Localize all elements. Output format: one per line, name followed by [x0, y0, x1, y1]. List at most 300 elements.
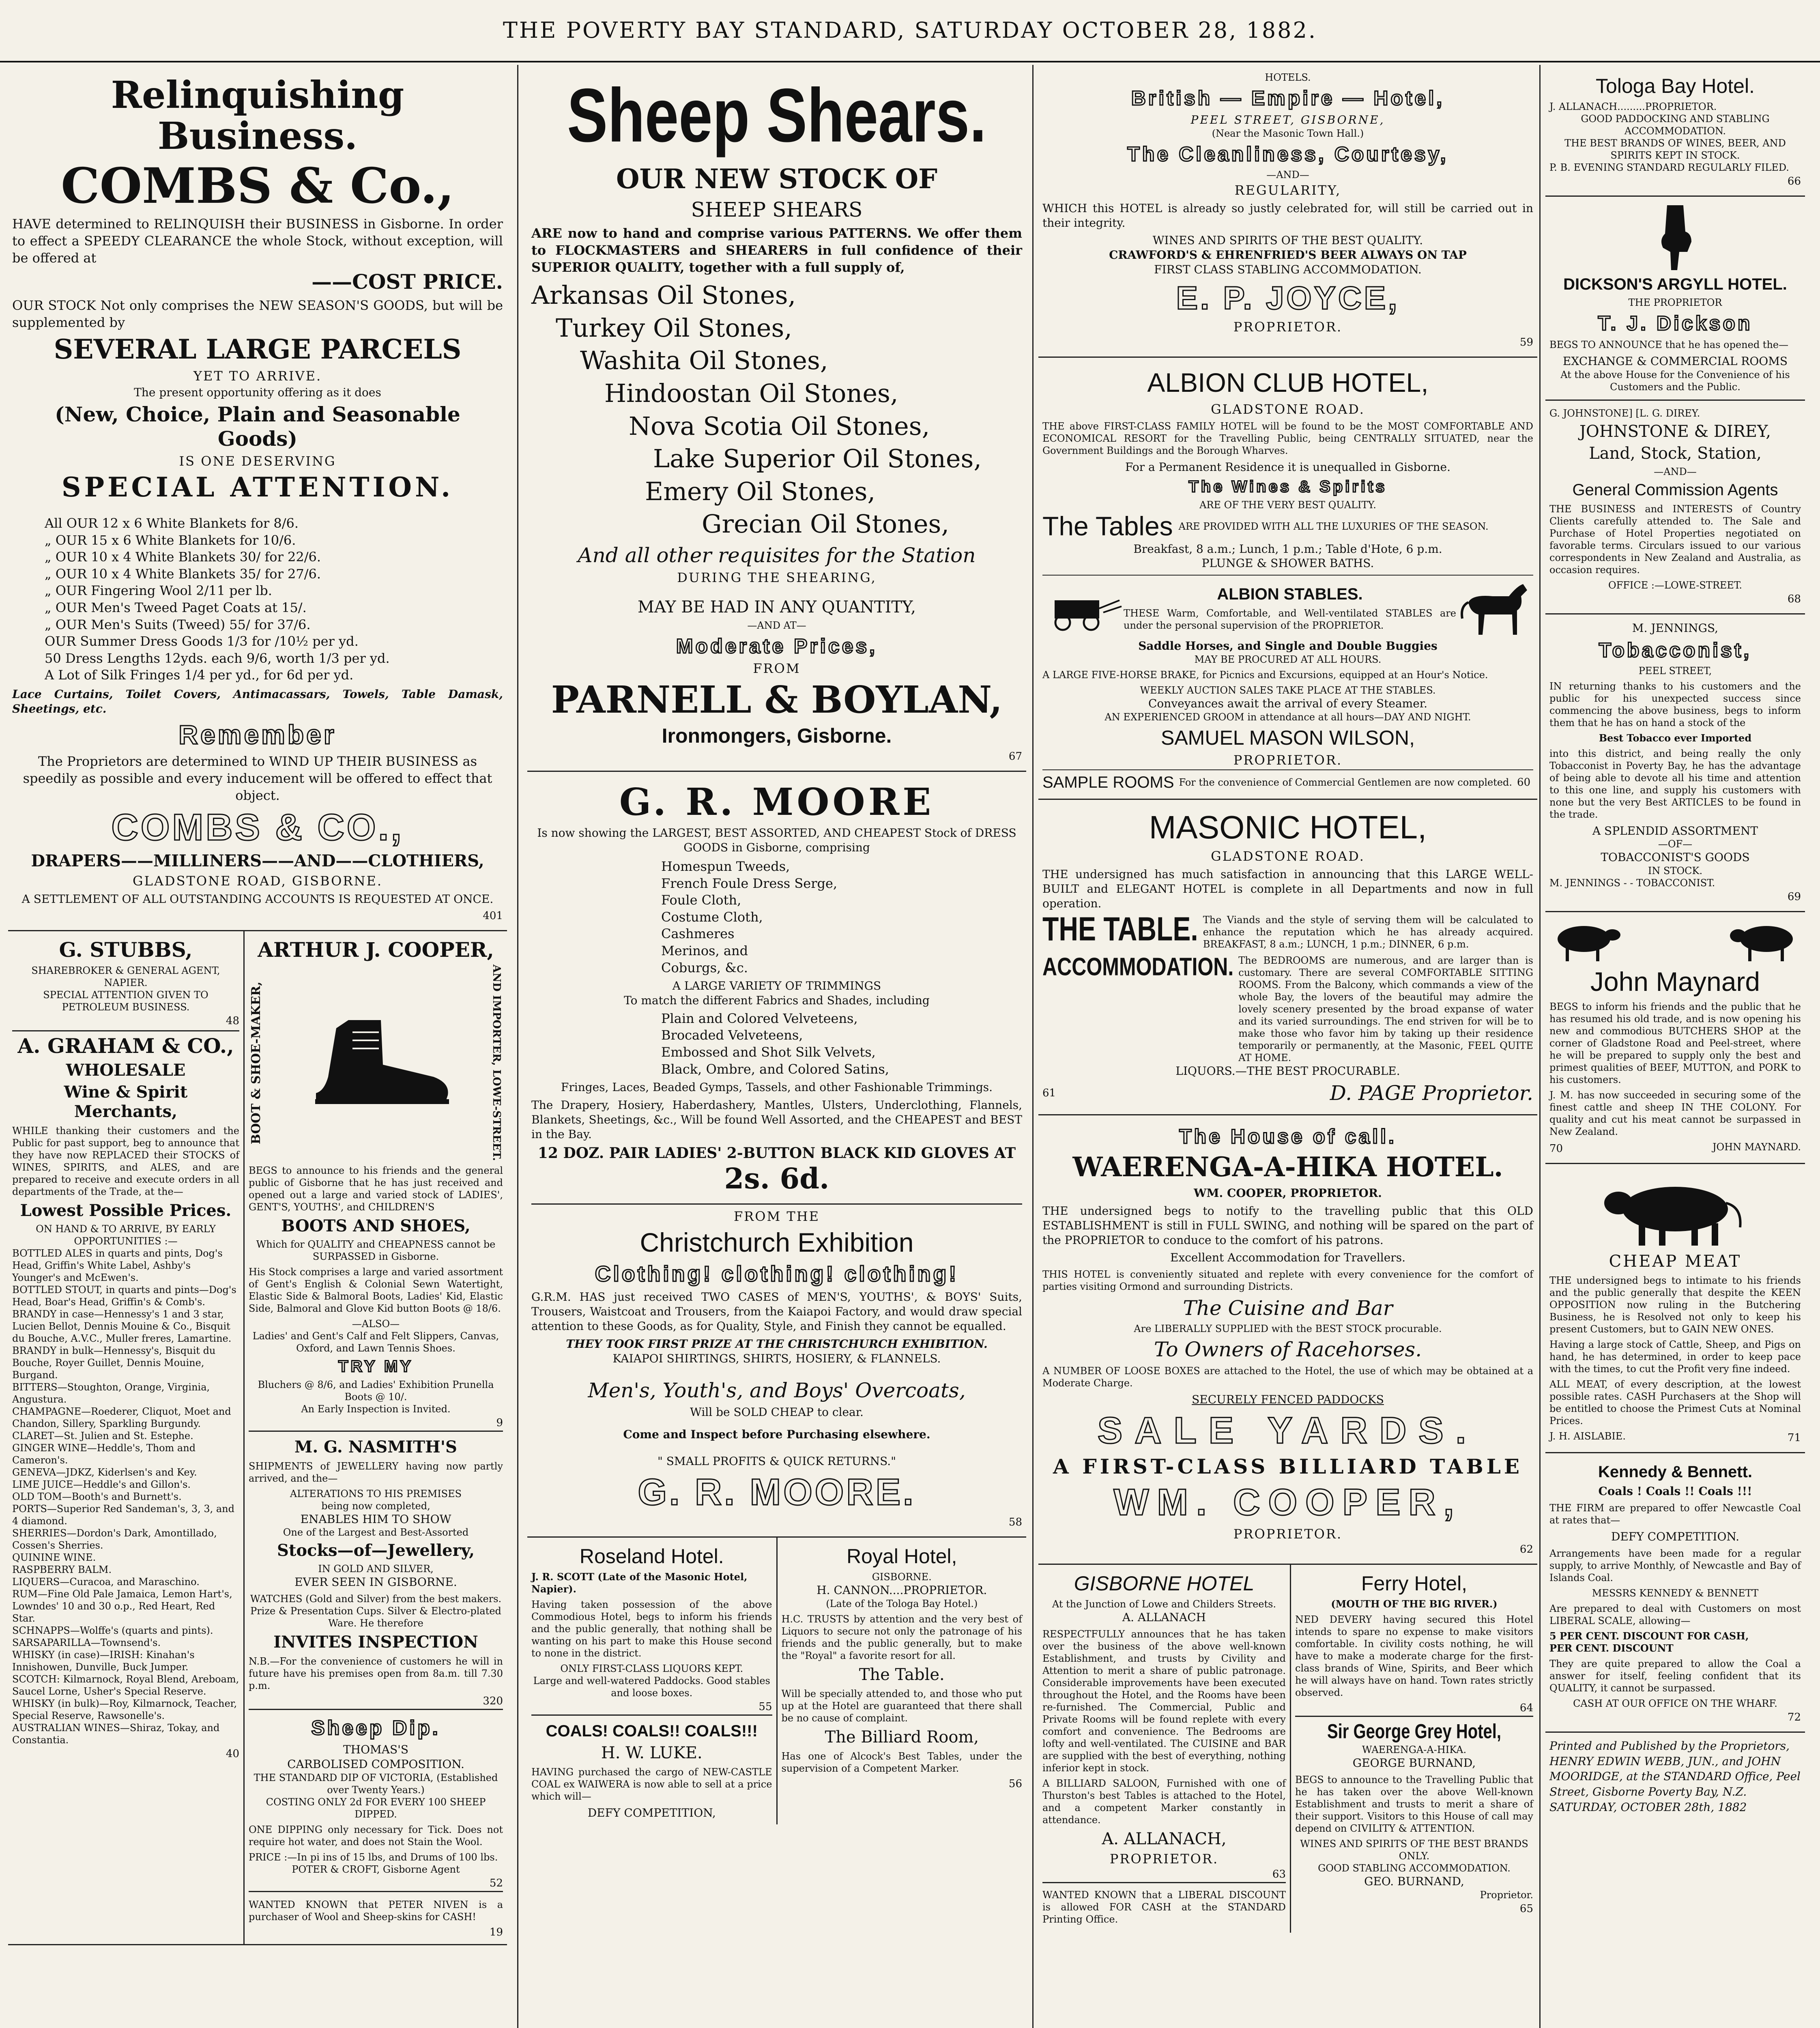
waerenga-owners: To Owners of Racehorses. [1154, 1338, 1422, 1362]
cooper-felt: Ladies' and Gent's Calf and Felt Slippers, Canvas, Oxford, and Lawn Tennis Shoes. [252, 1330, 499, 1354]
johnstone-text: THE BUSINESS and INTERESTS of Country Clients carefully attended to. The Sale and Purchase of Hotel Properties negotiated on favorable terms. Circulars issued to our various correspondents in New Zealand and Australia, as occasion requires. [1549, 503, 1801, 576]
waerenga-ad [1038, 1115, 1537, 1565]
shears-ad [527, 65, 1026, 772]
waerenga-conv: THIS HOTEL is conveniently situated and replete with every convenience for the comfort of parties visiting Ormond and surrounding Districts. [1042, 1269, 1533, 1293]
combs-item: OUR Summer Dress Goods 1/3 for /10½ per yd. [45, 634, 359, 649]
maynard-ad [1545, 912, 1805, 1164]
kennedy-office: CASH AT OUR OFFICE ON THE WHARF. [1573, 1697, 1777, 1709]
shears-requisites: And all other requisites for the Station [578, 543, 976, 567]
ad-number: 59 [1519, 336, 1533, 348]
nasmith-nb: N.B.—For the convenience of customers he will in future have his premises open from 8a.m. till 7.30 p.m. [249, 1656, 503, 1692]
waerenga-call: The House of call. [1179, 1125, 1397, 1148]
waerenga-prop2: WM. COOPER, [1113, 1482, 1462, 1523]
combs-item: A Lot of Silk Fringes 1/4 per yd., for 6d per yd. [45, 667, 354, 683]
column-4 [1545, 65, 1805, 2028]
royal-late: (Late of the Tologa Bay Hotel.) [826, 1598, 978, 1610]
graham-item: CLARET—St. Julien and St. Estephe. [12, 1430, 193, 1442]
column-3 [1038, 65, 1537, 2028]
moore-gloves-line [531, 1145, 1022, 1195]
combs-item: „ OUR 10 x 4 White Blankets 30/ for 22/6. [45, 549, 321, 565]
british-near: (Near the Masonic Town Hall.) [1212, 127, 1364, 139]
graham-item: BRANDY in bulk—Hennessy's, Bisquit du Bouche, Royer Guillet, Dennis Mouine, Burgand. [12, 1345, 216, 1381]
combs-deserving: IS ONE DESERVING [179, 453, 336, 469]
johnstone-and: —AND— [1654, 466, 1697, 477]
graham-item: LIQUERS—Curacoa, and Maraschino. [12, 1576, 200, 1588]
moore-title: G. R. MOORE [619, 780, 935, 824]
waerenga-boxes: A NUMBER OF LOOSE BOXES are attached to the Hotel, the use of which may be obtained at a Moderate Charge. [1042, 1365, 1533, 1389]
dress-good: Coburgs, &c. [661, 960, 748, 975]
combs-parcels: SEVERAL LARGE PARCELS [54, 333, 462, 365]
gisborne-saloon: A BILLIARD SALOON, Furnished with one of Thurston's best Tables is attached to the Hotel, and a competent Marker constantly in attendance. [1042, 1778, 1286, 1826]
column-1 [8, 65, 507, 2028]
graham-trade: Wine & Spirit Merchants, [64, 1083, 188, 1121]
grey-wines: WINES AND SPIRITS OF THE BEST BRANDS ONLY. [1300, 1838, 1528, 1862]
ad-number: 69 [1787, 891, 1801, 903]
waerenga-text: THE undersigned begs to notify to the travelling public that this OLD ESTABLISHMENT is still in FULL SWING, and nothing will be spared on the part of the PROPRIETOR to conduce to the comfort of his patrons. [1042, 1204, 1533, 1247]
ad-number: 64 [1519, 1702, 1533, 1714]
albion-propl: PROPRIETOR. [1233, 752, 1343, 768]
gisborne-at: At the Junction of Lowe and Childers Streets. [1052, 1598, 1276, 1610]
graham-item: BOTTLED ALES in quarts and pints, Dog's Head, Griffin's White Label, Ashby's Younger's and McEwen's. [12, 1248, 223, 1284]
kennedy-text: THE FIRM are prepared to offer Newcastle Coal at rates that— [1549, 1502, 1801, 1526]
dress-good: Merinos, and [661, 943, 748, 958]
british-prop: E. P. JOYCE, [1176, 279, 1400, 316]
moore-cheap: Will be SOLD CHEAP to clear. [690, 1405, 864, 1419]
sheepdip-costing: COSTING ONLY 2d FOR EVERY 100 SHEEP DIPPED. [266, 1796, 486, 1820]
sheepdip-title: Sheep Dip. [311, 1716, 440, 1740]
moore-clothing: Clothing! clothing! clothing! [595, 1262, 959, 1287]
ad-number: 19 [489, 1926, 503, 1938]
shears-intro: ARE now to hand and comprise various PATTERNS. We offer them to FLOCKMASTERS and SHEARERS in full confidence of their SUPERIOR QUALITY, together with a full supply of, [531, 226, 1022, 275]
ferry-title: Ferry Hotel, [1361, 1572, 1468, 1595]
kennedy-defy: DEFY COMPETITION. [1611, 1530, 1740, 1544]
maynard-text: BEGS to inform his friends and the public that he has resumed his old trade, and is now opening his new and commodious BUTCHERS SHOP at the corner of Gladstone Road and Peel-street, where he will be prepared to supply only the best and primest qualities of BEEF, MUTTON, and PORK to his customers. [1549, 1001, 1801, 1086]
british-hotels: HOTELS. [1265, 72, 1311, 83]
british-and: —AND— [1266, 169, 1309, 180]
gisborne-name: A. ALLANACH [1122, 1611, 1206, 1624]
ad-number: 52 [489, 1877, 503, 1889]
cooper-also: —ALSO— [352, 1318, 400, 1330]
combs-item: All OUR 12 x 6 White Blankets for 8/6. [45, 515, 299, 531]
moore-ad [527, 772, 1026, 1538]
roseland-title: Roseland Hotel. [579, 1545, 724, 1568]
graham-item: PORTS—Superior Red Sandeman's, 3, 3, and 4 diamond. [12, 1503, 235, 1527]
gisborne-title: GISBORNE HOTEL [1074, 1572, 1255, 1595]
pointing-hand-icon [1651, 203, 1700, 272]
nasmith-invites: INVITES INSPECTION [273, 1633, 478, 1652]
royal-ad [782, 1544, 1023, 1790]
combs-arrive: YET TO ARRIVE. [193, 368, 322, 384]
gisborne-prop: A. ALLANACH, [1102, 1830, 1227, 1849]
combs-top: Relinquishing Business. [111, 73, 404, 158]
maynard-title: John Maynard [1590, 967, 1760, 997]
combs-item: „ OUR Men's Suits (Tweed) 55/ for 37/6. [45, 617, 311, 632]
jennings-ad [1545, 614, 1805, 912]
waerenga-supplied: Are LIBERALLY SUPPLIED with the BEST STOCK procurable. [1134, 1323, 1442, 1335]
cheapmeat-title: CHEAP MEAT [1609, 1252, 1742, 1271]
cooper-stock: His Stock comprises a large and varied assortment of Gent's English & Colonial Sewn Watertight, Elastic Side & Balmoral Boots, Ladies' Kid, Elastic Side, Balmoral and Glove Kid button Boots @ 18/6. [249, 1266, 503, 1314]
combs-remember: Remember [178, 719, 337, 750]
albion-ad [1038, 358, 1537, 800]
wanted-text: WANTED KNOWN that a LIBERAL DISCOUNT is allowed FOR CASH at the STANDARD Printing Office. [1042, 1889, 1286, 1925]
moore-from: FROM THE [531, 1203, 1022, 1224]
moore-come: Come and Inspect before Purchasing elsewhere. [623, 1428, 930, 1442]
wanted-ad [249, 1891, 503, 1938]
ferry-mouth: (MOUTH OF THE BIG RIVER.) [1331, 1598, 1498, 1610]
maynard-sig: JOHN MAYNARD. [1712, 1141, 1801, 1153]
tologa-title: Tologa Bay Hotel. [1596, 75, 1755, 97]
ferry-ad [1295, 1571, 1533, 1714]
moore-name2: G. R. MOORE. [638, 1472, 916, 1513]
graham-item: GINGER WINE—Heddle's, Thom and Cameron's. [12, 1442, 196, 1466]
moore-fringes: Fringes, Laces, Beaded Gymps, Tassels, and other Fashionable Trimmings. [561, 1081, 993, 1094]
grey-text: BEGS to announce to the Travelling Public that he has taken over the above Well-known Establishment and trusts to merit a share of their support. Visitors to this House of call may depend on CIVILITY & ATTENTION. [1295, 1774, 1533, 1835]
jennings-goods: TOBACCONIST'S GOODS [1601, 851, 1750, 864]
nasmith-ever: EVER SEEN IN GISBORNE. [294, 1575, 457, 1589]
johnstone-ad [1545, 401, 1805, 614]
dress-good: French Foule Dress Serge, [661, 875, 838, 891]
shears-firm: PARNELL & BOYLAN, [551, 677, 1003, 722]
oil-stone: Lake Superior Oil Stones, [653, 444, 982, 474]
coals-defy: DEFY COMPETITION, [587, 1806, 716, 1820]
moore-price: 2s. 6d. [724, 1162, 829, 1196]
velvet-item: Embossed and Shot Silk Velvets, [661, 1044, 876, 1060]
albion-tables: The Tables [1042, 511, 1173, 541]
masonic-ad [1038, 800, 1537, 1115]
tologa-filed: P. B. EVENING STANDARD REGULARLY FILED. [1549, 162, 1789, 173]
cooper-bluchers: Bluchers @ 8/6, and Ladies' Exhibition Prunella Boots @ 10/. [258, 1379, 494, 1403]
albion-procured: MAY BE PROCURED AT ALL HOURS. [1194, 654, 1382, 666]
nasmith-gold: IN GOLD AND SILVER, [318, 1563, 434, 1575]
nasmith-watches: WATCHES (Gold and Silver) from the best makers. Prize & Presentation Cups. Silver & Electro-plated Ware. He therefore [250, 1593, 502, 1629]
nasmith-name: M. G. NASMITH'S [294, 1437, 457, 1457]
royal-hc: H.C. TRUSTS by attention and the very best of Liquors to secure not only the patronage of his friends and the public generally, but to make the "Royal" a favorite resort for all. [781, 1613, 1022, 1662]
jennings-stock: IN STOCK. [1648, 865, 1703, 877]
ad-number: 68 [1787, 593, 1801, 605]
wanted-ad [1042, 1882, 1286, 1925]
ad-number: 63 [1272, 1868, 1286, 1881]
combs-intro: HAVE determined to RELINQUISH their BUSINESS in Gisborne. In order to effect a SPEEDY CLEARANCE the whole Stock, without exception, will be offered at [12, 216, 503, 266]
waerenga-prop: WM. COOPER, PROPRIETOR. [1194, 1186, 1382, 1200]
albion-title: ALBION CLUB HOTEL, [1147, 367, 1429, 397]
kennedy-disc1: 5 PER CENT. DISCOUNT FOR CASH, [1549, 1630, 1749, 1642]
ad-number: 61 [1042, 1087, 1056, 1100]
grey-stabling: GOOD STABLING ACCOMMODATION. [1318, 1863, 1511, 1874]
cheapmeat-sig: J. H. AISLABIE. [1549, 1431, 1626, 1442]
kennedy-ad [1545, 1453, 1805, 1733]
british-ad [1038, 65, 1537, 358]
royal-title: Royal Hotel, [847, 1545, 957, 1568]
albion-saddle: Saddle Horses, and Single and Double Buggies [1138, 639, 1438, 653]
jennings-street: PEEL STREET, [1638, 665, 1712, 677]
horse-icon [1456, 578, 1533, 639]
nasmith-stocks: Stocks—of—Jewellery, [277, 1541, 475, 1560]
shears-stock: OUR NEW STOCK OF [616, 163, 938, 195]
combs-item: „ OUR Fingering Wool 2/11 per lb. [45, 583, 272, 599]
ad-number: 66 [1787, 175, 1801, 187]
grey-name: GEORGE BURNAND, [1352, 1756, 1476, 1770]
waerenga-cuisine: The Cuisine and Bar [1183, 1296, 1393, 1320]
moore-grm: G.R.M. HAS just received TWO CASES of MEN'S, YOUTHS', & BOYS' Suits, Trousers, Waistcoat and Trousers, from the Kaiapoi Factory, and would draw special attention to these Goods, as for Quality, Style, and Finish they cannot be equalled. [531, 1290, 1022, 1333]
moore-variety: A LARGE VARIETY OF TRIMMINGS [672, 979, 881, 993]
ad-number: 70 [1549, 1143, 1563, 1155]
bull-icon [1728, 919, 1801, 963]
graham-name: A. GRAHAM & CO., [17, 1034, 234, 1058]
jennings-sig: M. JENNINGS - - TOBACCONIST. [1549, 877, 1715, 889]
british-wines: WINES AND SPIRITS OF THE BEST QUALITY. [1152, 234, 1423, 247]
combs-item: „ OUR 15 x 6 White Blankets for 10/6. [45, 532, 296, 548]
grey-prop: GEO. BURNAND, [1364, 1875, 1464, 1888]
oil-stone: Washita Oil Stones, [580, 346, 828, 376]
waerenga-billiard: A FIRST-CLASS BILLIARD TABLE [1053, 1454, 1523, 1479]
albion-stables: ALBION STABLES. [1217, 585, 1363, 604]
graham-item: GENEVA—JDKZ, Kiderlsen's and Key. [12, 1467, 197, 1478]
albion-sample: SAMPLE ROOMS [1042, 773, 1174, 791]
combs-stock: OUR STOCK Not only comprises the NEW SEASON'S GOODS, but will be supplemented by [12, 298, 503, 330]
graham-item: SHERRIES—Dordon's Dark, Amontillado, Cossen's Sherries. [12, 1527, 217, 1551]
maynard-text2: J. M. has now succeeded in securing some of the finest cattle and sheep IN THE COLONY. For quality and cut his meat cannot be surpassed in New Zealand. [1549, 1089, 1801, 1138]
british-propl: PROPRIETOR. [1233, 319, 1343, 335]
royal-tabletext: Will be specially attended to, and those who put up at the Hotel are guaranteed that there shall be no cause of complaint. [781, 1688, 1022, 1724]
combs-present: The present opportunity offering as it does [134, 386, 381, 400]
combs-cost: ——COST PRICE. [312, 270, 503, 294]
kennedy-title: Kennedy & Bennett. [1598, 1463, 1753, 1481]
combs-addr: GLADSTONE ROAD, GISBORNE. [133, 873, 382, 889]
graham-item: RASPBERRY BALM. [12, 1564, 112, 1576]
albion-brake: A LARGE FIVE-HORSE BRAKE, for Picnics and Excursions, equipped at an Hour's Notice. [1042, 669, 1488, 681]
shears-iron: Ironmongers, Gisborne. [662, 724, 892, 748]
dickson-name: T. J. Dickson [1598, 312, 1753, 335]
sheepdip-thomas: THOMAS'S [343, 1743, 408, 1757]
cooper-ad [249, 938, 503, 1429]
johnstone-firm: JOHNSTONE & DIREY, [1579, 422, 1771, 441]
dress-good: Cashmeres [661, 926, 735, 942]
moore-drapery: The Drapery, Hosiery, Haberdashery, Mantles, Ulsters, Underclothing, Flannels, Blankets, Sheetings, &c., Will be found Well Assorted, and the CHEAPEST and BEST in the Bay. [531, 1098, 1022, 1141]
roseland-text: Having taken possession of the above Commodious Hotel, begs to inform his friends and the public generally, that nothing shall be wanting on his part to make this House second to none in the district. [531, 1599, 772, 1659]
combs-goods: (New, Choice, Plain and Seasonable Goods) [55, 402, 460, 451]
grey-propl: Proprietor. [1480, 1889, 1533, 1901]
ad-number: 62 [1519, 1543, 1533, 1556]
british-reg: REGULARITY, [1234, 182, 1341, 198]
combs-item: „ OUR Men's Tweed Paget Coats at 15/. [45, 599, 307, 615]
ad-number: 48 [226, 1015, 239, 1027]
column-rule [517, 65, 518, 2028]
cheapmeat-ad [1545, 1164, 1805, 1453]
combs-settle: A SETTLEMENT OF ALL OUTSTANDING ACCOUNTS IS REQUESTED AT ONCE. [21, 892, 494, 906]
graham-item: CHAMPAGNE—Roederer, Cliquot, Moet and Chandon, Sillery, Sparkling Burgundy. [12, 1406, 231, 1430]
albion-meals: Breakfast, 8 a.m.; Lunch, 1 p.m.; Table d'Hote, 6 p.m. [1133, 542, 1442, 556]
dress-good: Costume Cloth, [661, 909, 763, 925]
combs-name: COMBS & Co., [61, 157, 454, 215]
wanted-text: WANTED KNOWN that PETER NIVEN is a purchaser of Wool and Sheep-skins for CASH! [249, 1899, 503, 1923]
masonic-text: THE undersigned has much satisfaction in announcing that this LARGE WELL-BUILT and ELEGANT HOTEL is complete in all Departments and now in full operation. [1042, 867, 1533, 910]
dress-good: Foule Cloth, [661, 892, 741, 908]
jennings-best: Best Tobacco ever Imported [1599, 732, 1752, 744]
coals-name: H. W. LUKE. [601, 1744, 703, 1763]
stubbs-ad [12, 938, 239, 1027]
sheepdip-carb: CARBOLISED COMPOSITION. [287, 1757, 464, 1771]
velvet-item: Plain and Colored Velveteens, [661, 1010, 858, 1026]
roseland-paddocks: Large and well-watered Paddocks. Good stables and loose boxes. [533, 1675, 770, 1699]
graham-intro: WHILE thanking their customers and the Public for past support, beg to announce that they have now REPLACED their STOCKS of WINES, SPIRITS, and ALES, and are prepared to receive and execute orders in all departments of the Trade, at the— [12, 1125, 239, 1198]
graham-ad [12, 1030, 239, 1760]
ferry-text: NED DEVERY having secured this Hotel intends to spare no expense to make visitors comfortable. In civility costs nothing, he will have to make a moderate charge for the first-class brands of Wine, Spirits, and Beer which he will always have on hand. Town rates strictly observed. [1295, 1614, 1533, 1699]
royal-billiard: The Billiard Room, [825, 1728, 979, 1747]
ad-number: 56 [1008, 1778, 1022, 1790]
sheepdip-std: THE STANDARD DIP OF VICTORIA, (Established over Twenty Years.) [254, 1772, 498, 1796]
cooper-side1: BOOT & SHOE-MAKER, [249, 981, 263, 1145]
column-2 [527, 65, 1026, 2028]
shears-quantity: MAY BE HAD IN ANY QUANTITY, [637, 597, 916, 617]
graham-item: OLD TOM—Booth's and Burnett's. [12, 1491, 182, 1503]
imprint [1545, 1733, 1805, 1821]
cooper-intro: BEGS to announce to his friends and the general public of Gisborne that he has just received and opened out a large and varied stock of LADIES', GENT'S, YOUTHS', and CHILDREN'S [249, 1164, 503, 1213]
shears-title: Sheep Shears. [567, 72, 986, 158]
ad-number: 320 [483, 1695, 503, 1708]
moore-match: To match the different Fabrics and Shades, including [624, 993, 930, 1007]
nasmith-intro: SHIPMENTS of JEWELLERY having now partly arrived, and the— [249, 1460, 503, 1484]
moore-intro: Is now showing the LARGEST, BEST ASSORTED, AND CHEAPEST Stock of DRESS GOODS in Gisborne, comprising [537, 826, 1016, 855]
masonic-title: MASONIC HOTEL, [1149, 809, 1427, 845]
waerenga-fenced: SECURELY FENCED PADDOCKS [1192, 1393, 1384, 1407]
sheep-icon [1549, 919, 1622, 963]
grey-ad [1295, 1716, 1533, 1915]
ad-number: 72 [1787, 1711, 1801, 1723]
shears-from: FROM [753, 660, 801, 676]
graham-item: QUININE WINE. [12, 1552, 96, 1564]
moore-kaiapoi: KAIAPOI SHIRTINGS, SHIRTS, HOSIERY, & FLANNELS. [612, 1351, 941, 1365]
jennings-splendid: A SPLENDID ASSORTMENT [1592, 824, 1758, 838]
graham-item: SARSAPARILLA—Townsend's. [12, 1637, 161, 1649]
kennedy-text3: Are prepared to deal with Customers on most LIBERAL SCALE, allowing— [1549, 1603, 1801, 1626]
british-beer: CRAWFORD'S & EHRENFRIED'S BEER ALWAYS ON TAP [1109, 248, 1467, 262]
stubbs-role: SHAREBROKER & GENERAL AGENT, NAPIER. [31, 965, 220, 989]
kennedy-disc2: PER CENT. DISCOUNT [1549, 1642, 1674, 1654]
tologa-brands: THE BEST BRANDS OF WINES, BEER, AND SPIRITS KEPT IN STOCK. [1564, 137, 1786, 161]
combs-name2: COMBS & CO., [111, 807, 404, 849]
dickson-ad [1545, 197, 1805, 401]
masonic-accomtext: The BEDROOMS are numerous, and are larger than is customary. There are several COMFORTABLE SITTING ROOMS. From the Balcony, which commands a view of the whole Bay, the lovers of the beautiful may admire the lovely scenery presented by the broad expanse of water and its varied surroundings. The end striven for will be to make those who favor him by taking up their residence temporarily or permanently, at the Masonic, FEEL QUITE AT HOME. [1238, 955, 1533, 1064]
nasmith-enables: ENABLES HIM TO SHOW [300, 1512, 451, 1526]
gisborne-propl: PROPRIETOR. [1109, 1851, 1219, 1867]
shears-shears: SHEEP SHEARS [691, 198, 863, 222]
combs-wind: The Proprietors are determined to WIND UP THEIR BUSINESS as speedily as possible and every inducement will be offered to effect that object. [23, 754, 492, 803]
albion-tablestext: ARE PROVIDED WITH ALL THE LUXURIES OF THE SEASON. [1178, 520, 1489, 532]
nasmith-being: being now completed, [321, 1500, 430, 1512]
stubbs-name: G. STUBBS, [59, 938, 193, 962]
oil-stone: Nova Scotia Oil Stones, [629, 411, 930, 441]
albion-addr: GLADSTONE ROAD. [1211, 401, 1365, 417]
cooper-side2: AND IMPORTER, LOWE-STREET. [490, 965, 503, 1161]
ad-number: 401 [483, 910, 503, 922]
albion-prop: SAMUEL MASON WILSON, [1160, 726, 1415, 749]
ad-number: 67 [1008, 750, 1022, 763]
johnstone-gen: General Commission Agents [1572, 481, 1778, 499]
albion-wines: The Wines & Spirits [1188, 477, 1387, 496]
albion-winesq: ARE OF THE VERY BEST QUALITY. [1199, 499, 1376, 511]
boot-icon [300, 1016, 454, 1109]
gisborne-ad [1042, 1571, 1286, 1880]
albion-perm: For a Permanent Residence it is unequalled in Gisborne. [1125, 460, 1451, 474]
ad-number: 71 [1787, 1432, 1801, 1444]
moore-gloves: 12 DOZ. PAIR LADIES' 2-BUTTON BLACK KID GLOVES AT [537, 1145, 1016, 1162]
masonic-addr: GLADSTONE ROAD. [1211, 848, 1365, 864]
roseland-jrs: J. R. SCOTT (Late of the Masonic Hotel, Napier). [531, 1571, 748, 1595]
oil-stone: Turkey Oil Stones, [556, 313, 792, 343]
sheepdip-ad [249, 1709, 503, 1889]
shears-moderate: Moderate Prices, [676, 634, 878, 657]
moore-overcoats: Men's, Youth's, and Boys' Overcoats, [588, 1378, 966, 1402]
cooper-quality: Which for QUALITY and CHEAPNESS cannot be SURPASSED in Gisborne. [256, 1238, 496, 1262]
albion-sampletext: For the convenience of Commercial Gentlemen are now completed. [1179, 776, 1513, 788]
albion-auction: WEEKLY AUCTION SALES TAKE PLACE AT THE STABLES. [1140, 685, 1436, 696]
combs-item: „ OUR 10 x 4 White Blankets 35/ for 27/6. [45, 566, 321, 582]
combs-ad [8, 65, 507, 931]
british-stabling: FIRST CLASS STABLING ACCOMMODATION. [1154, 263, 1422, 277]
johnstone-office: OFFICE :—LOWE-STREET. [1608, 579, 1743, 591]
masonic-accom: ACCOMMODATION. [1042, 952, 1234, 981]
royal-billiardtext: Has one of Alcock's Best Tables, under the supervision of a Competent Marker. [781, 1751, 1022, 1774]
graham-item: BITTERS—Stoughton, Orange, Virginia, Angustura. [12, 1381, 210, 1405]
masonic-tabletext: The Viands and the style of serving them will be calculated to enhance the reputation which he has already acquired. BREAKFAST, 8 a.m.; LUNCH, 1 p.m.; DINNER, 6 p.m. [1203, 914, 1533, 950]
masthead: THE POVERTY BAY STANDARD, SATURDAY OCTOBER 28, 1882. [0, 0, 1820, 62]
graham-hand: ON HAND & TO ARRIVE, BY EARLY OPPORTUNITIES :— [36, 1223, 216, 1247]
combs-special: SPECIAL ATTENTION. [61, 471, 454, 503]
grey-place: WAERENGA-A-HIKA. [1362, 1744, 1467, 1756]
british-title: British — Empire — Hotel, [1131, 87, 1445, 110]
kennedy-text2: Arrangements have been made for a regular supply, to arrive Monthly, of Newcastle and Bay of Islands Coal. [1549, 1547, 1801, 1583]
masonic-prop: D. PAGE Proprietor. [1330, 1081, 1533, 1105]
graham-item: WHISKY (in bulk)—Roy, Kilmarnock, Teacher, Special Reserve, Rawsonelle's. [12, 1698, 237, 1722]
combs-extras: Lace Curtains, Toilet Covers, Antimacassars, Towels, Table Damask, Sheetings, etc. [12, 687, 503, 715]
albion-baths: PLUNGE & SHOWER BATHS. [1201, 556, 1374, 570]
jennings-text2: into this district, and being really the only Tobacconist in Poverty Bay, he has the advantage of being able to devote all his time and attention to this one line, and supply his customers with none but the very Best ARTICLES to be found in the trade. [1549, 748, 1801, 820]
waerenga-excellent: Excellent Accommodation for Travellers. [1170, 1251, 1405, 1265]
ad-number: 40 [226, 1748, 239, 1760]
oil-stone: Grecian Oil Stones, [702, 509, 950, 539]
jennings-text: IN returning thanks to his customers and the public for his unexpected success since commencing the above business, begs to inform them that he has on hand a stock of the [1549, 680, 1801, 728]
british-addr: PEEL STREET, GISBORNE, [1190, 113, 1385, 127]
jennings-of: —OF— [1658, 838, 1693, 850]
shears-andat: —AND AT— [747, 619, 806, 631]
graham-item: SCHNAPPS—Wolffe's (quarts and pints). [12, 1625, 213, 1637]
cooper-boots: BOOTS AND SHOES, [281, 1216, 471, 1235]
tologa-ad [1545, 65, 1805, 197]
sheepdip-one: ONE DIPPING only necessary for Tick. Does not require hot water, and does not Stain the Wool. [249, 1824, 503, 1848]
ad-number: 60 [1517, 776, 1531, 788]
royal-town: GISBORNE. [872, 1571, 932, 1583]
cooper-name: ARTHUR J. COOPER, [258, 938, 494, 962]
albion-stablestext: THESE Warm, Comfortable, and Well-ventilated STABLES are under the personal supervision of the PROPRIETOR. [1124, 608, 1456, 632]
velvet-item: Black, Ombre, and Colored Satins, [661, 1061, 889, 1077]
moore-exhibition: Christchurch Exhibition [640, 1227, 914, 1258]
dickson-the: THE PROPRIETOR [1628, 297, 1722, 308]
dickson-conv: At the above House for the Convenience of his Customers and the Public. [1560, 369, 1790, 393]
ad-number: 55 [759, 1701, 772, 1713]
oil-stone: Emery Oil Stones, [645, 476, 876, 506]
waerenga-propl: PROPRIETOR. [1233, 1526, 1343, 1542]
graham-item: AUSTRALIAN WINES—Shiraz, Tokay, and Constantia. [12, 1722, 220, 1746]
moore-motto: " SMALL PROFITS & QUICK RETURNS." [657, 1454, 896, 1468]
ad-number: 65 [1519, 1903, 1533, 1915]
cheapmeat-text2: Having a large stock of Cattle, Sheep, and Pigs on hand, he has determined, in order to keep pace with the times, to cut the Profit very fine indeed. [1549, 1339, 1801, 1375]
graham-kind: WHOLESALE [66, 1061, 186, 1080]
graham-item: LIME JUICE—Heddle's and Gillon's. [12, 1479, 191, 1491]
column-rule [1032, 65, 1034, 2028]
albion-groom: AN EXPERIENCED GROOM in attendance at all hours—DAY AND NIGHT. [1104, 711, 1471, 723]
coals-title: COALS! COALS!! COALS!!! [546, 1722, 758, 1740]
cooper-inspect: An Early Inspection is Invited. [301, 1403, 451, 1415]
